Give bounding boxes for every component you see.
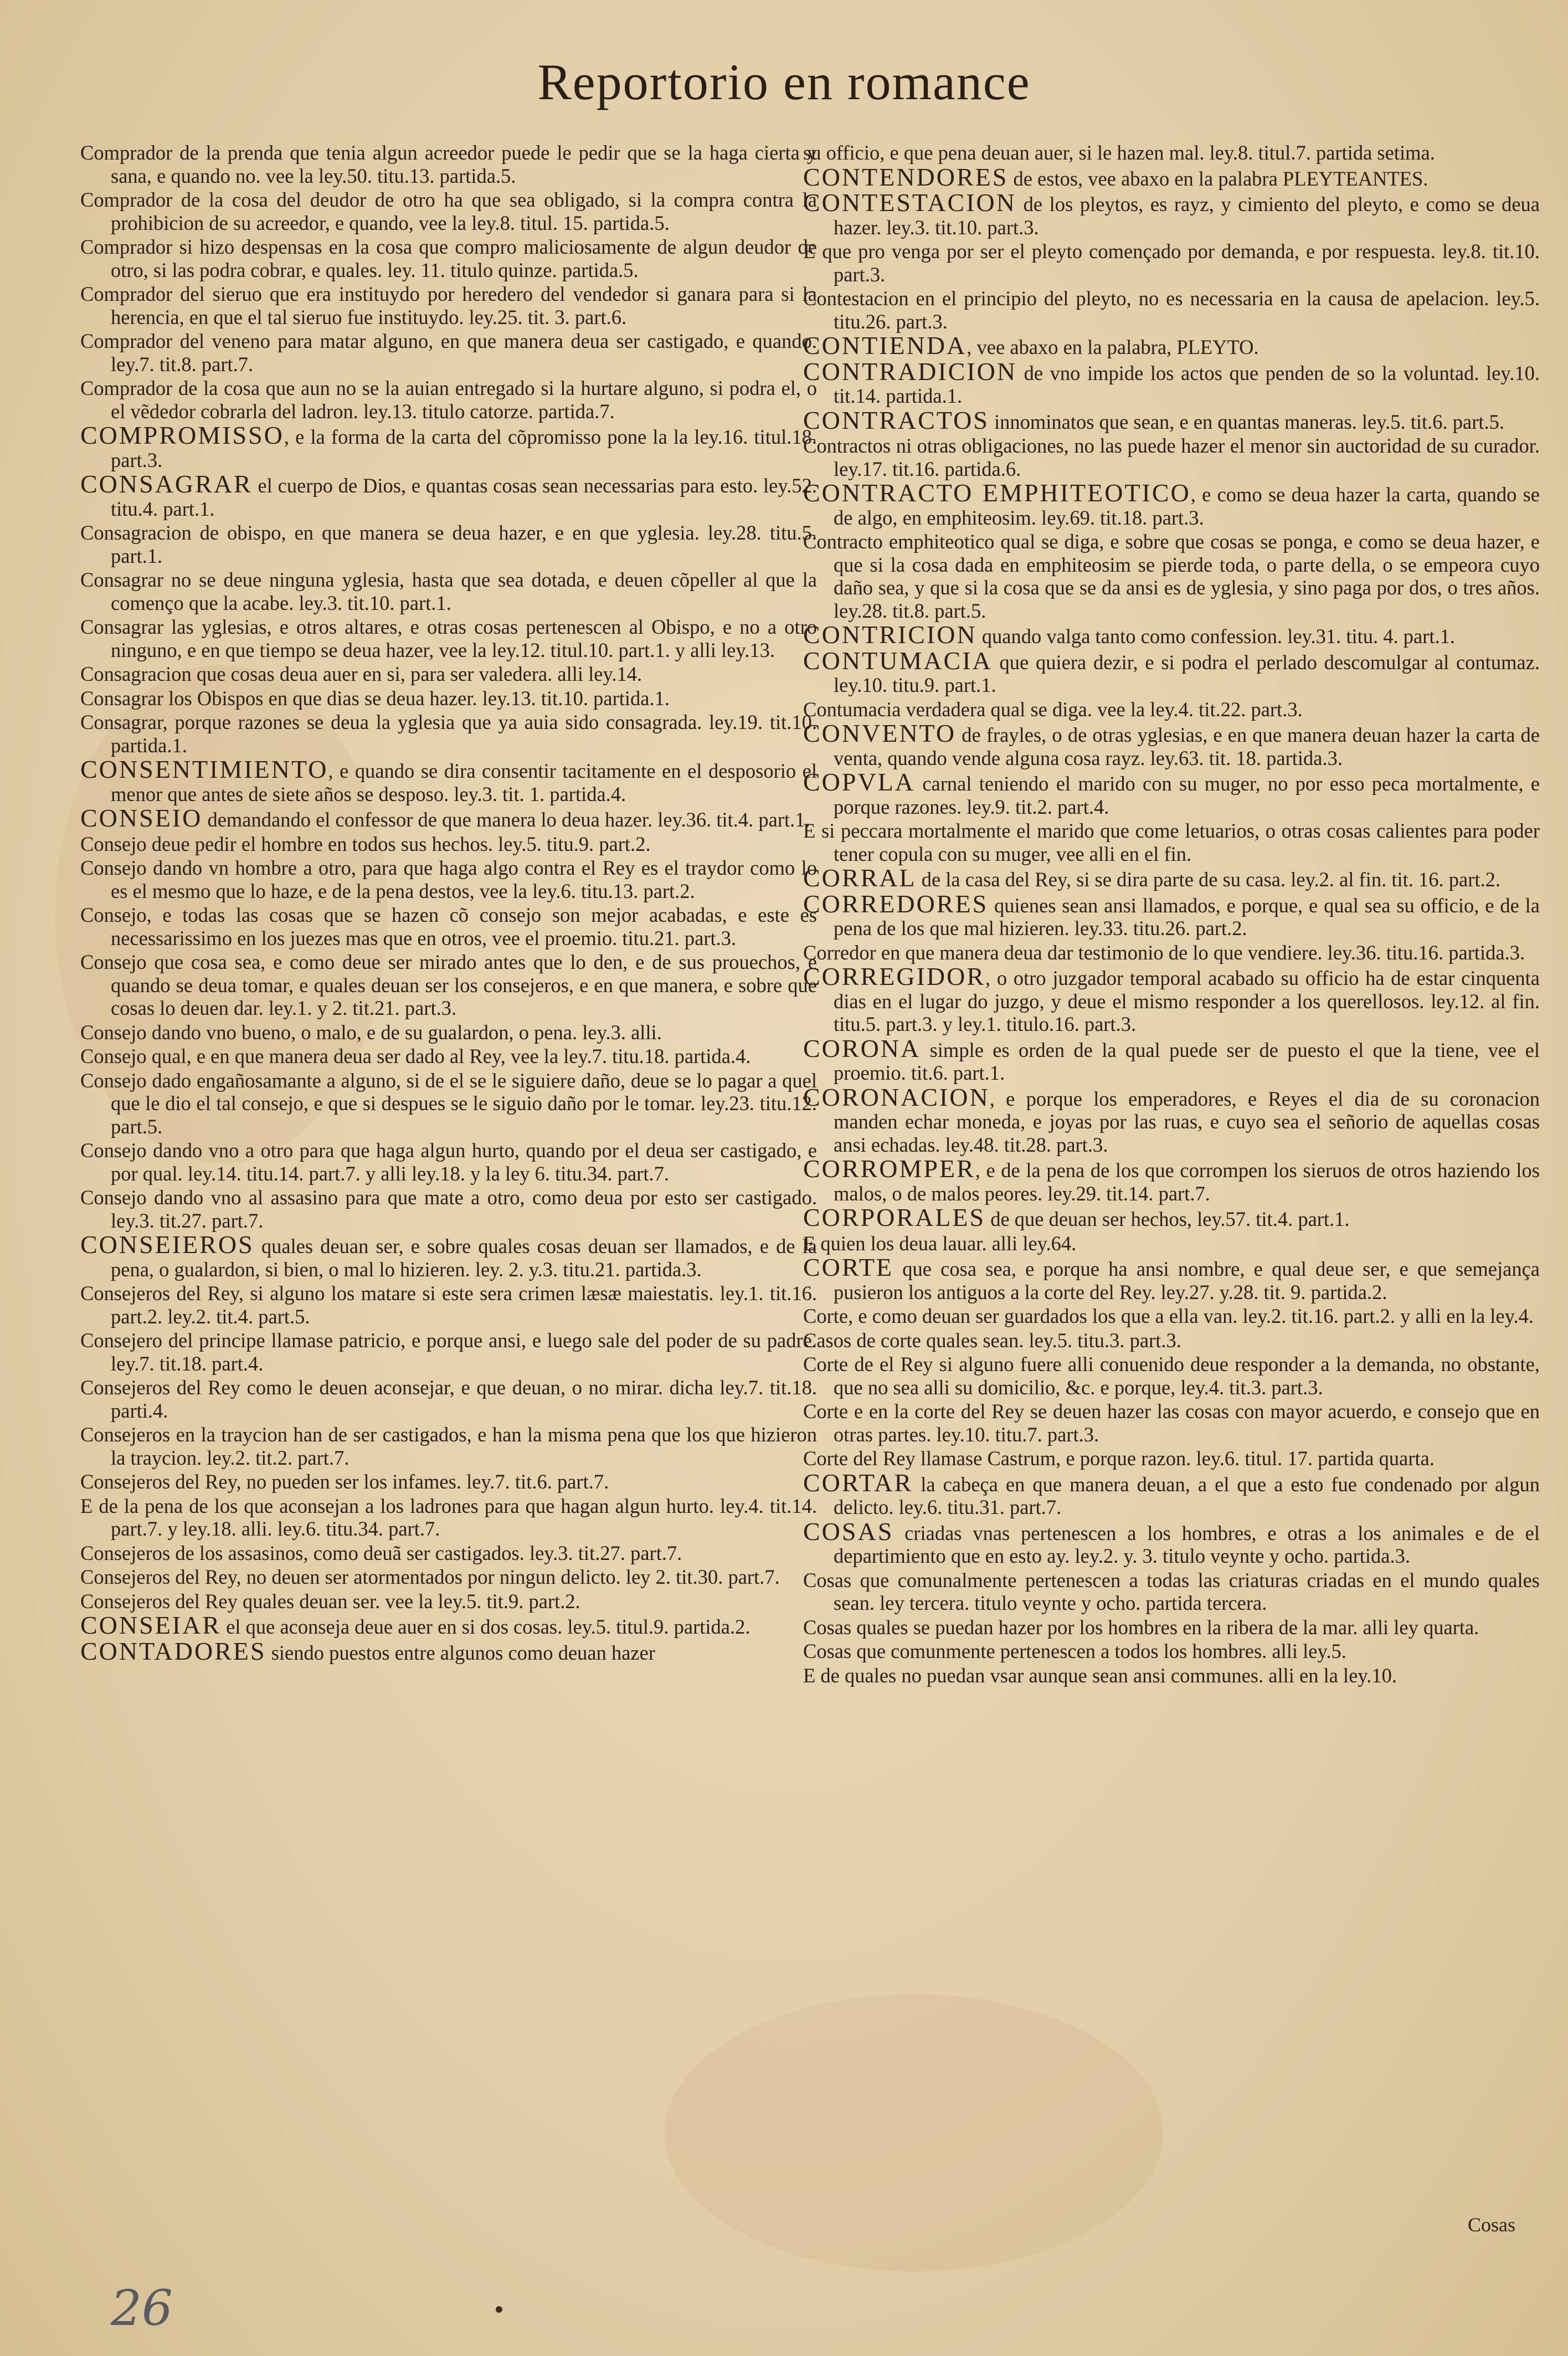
entry-headword: CONTRACTO EMPHITEOTICO <box>803 479 1191 507</box>
entry-text: Contractos ni otras obligaciones, no las puede hazer el menor sin auctoridad de su curador. ley.17. tit.16. partida.6. <box>803 434 1540 480</box>
index-entry <box>80 188 817 234</box>
index-entry <box>803 530 1540 622</box>
index-entry <box>80 377 817 423</box>
entry-text: el cuerpo de Dios, e quantas cosas sean necessarias para esto. ley.52. titu.4. part.1. <box>111 474 817 520</box>
index-entry <box>80 470 817 520</box>
entry-text: Contumacia verdadera qual se diga. vee la ley.4. tit.22. part.3. <box>803 697 1303 721</box>
index-entry <box>80 1139 817 1185</box>
index-entry <box>803 819 1540 865</box>
entry-text: Corte de el Rey si alguno fuere alli conuenido deue responder a la demanda, no obstante, que no sea alli su domicilio, &c. e porque, ley.4. tit.3. part.3. <box>803 1353 1540 1399</box>
entry-headword: COMPROMISSO <box>80 421 284 449</box>
entry-text: Consejo dando vn hombre a otro, para que haga algo contra el Rey es el traydor como lo es el mesmo que lo haze, e de la pena destos, vee la ley.6. titu.13. part.2. <box>80 856 817 902</box>
entry-text: Consejeros del Rey como le deuen aconsejar, e que deuan, o no mirar. dicha ley.7. tit.18. parti.4. <box>80 1376 817 1422</box>
entry-text: quando valga tanto como confession. ley.31. titu. 4. part.1. <box>976 625 1455 648</box>
index-entry <box>80 1282 817 1328</box>
index-entry <box>803 434 1540 480</box>
entry-text: el que aconseja deue auer en si dos cosas. ley.5. titul.9. partida.2. <box>221 1615 750 1638</box>
entry-text: siendo puestos entre algunos como deuan hazer <box>266 1641 655 1664</box>
entry-text: E quien los deua lauar. alli ley.64. <box>803 1231 1077 1255</box>
entry-text: Consagrar no se deue ninguna yglesia, hasta que sea dotada, e deuen cõpeller al que la començo que la acabe. ley.3. tit.10. part.1. <box>80 568 817 614</box>
entry-text: simple es orden de la qual puede ser de puesto el que la tiene, vee el proemio. tit.6. part.1. <box>834 1038 1540 1084</box>
index-entry <box>80 1611 817 1639</box>
entry-text: quales deuan ser, e sobre quales cosas deuan ser llamados, e de la pena, o gualardon, si bien, o mal lo hizieren. ley. 2. y.3. titu.21. partida.3. <box>111 1235 817 1281</box>
printer-mark <box>496 2306 502 2313</box>
entry-text: , e como se deua hazer la carta, quando se de algo, en emphiteosim. ley.69. tit.18. part.3. <box>834 483 1540 529</box>
entry-headword: CORONACION <box>803 1082 990 1111</box>
entry-text: Consejeros del Rey quales deuan ser. vee la ley.5. tit.9. part.2. <box>80 1589 580 1613</box>
index-entry <box>80 1021 817 1044</box>
index-entry <box>80 1423 817 1469</box>
index-entry <box>80 521 817 567</box>
index-entry <box>80 1542 817 1565</box>
entry-text: quienes sean ansi llamados, e porque, e qual sea su officio, e de la pena de los que mal hizieren. ley.33. titu.26. part.2. <box>834 894 1540 940</box>
entry-text: Cosas que comunmente pertenescen a todos los hombres. alli ley.5. <box>803 1640 1346 1662</box>
entry-text: de la casa del Rey, si se dira parte de su casa. ley.2. al fin. tit. 16. part.2. <box>916 868 1501 891</box>
entry-text: criadas vnas pertenescen a los hombres, e otras a los animales e de el departimiento que en esto ay. ley.2. y. 3. titulo veynte y ocho. partida.3. <box>834 1521 1540 1567</box>
entry-text: la cabeça en que manera deuan, a el que a esto fue condenado por algun delicto. ley.6. titu.31. part.7. <box>834 1472 1540 1518</box>
index-entry <box>80 1495 817 1541</box>
index-entry <box>803 1447 1540 1470</box>
entry-headword: COSAS <box>803 1517 894 1546</box>
index-entry <box>803 1569 1540 1615</box>
entry-headword: CONTADORES <box>80 1636 266 1665</box>
index-entry <box>803 1034 1540 1085</box>
index-entry <box>803 1353 1540 1399</box>
entry-text: Consagracion que cosas deua auer en si, para ser valedera. alli ley.14. <box>80 663 642 685</box>
entry-text: Corte del Rey llamase Castrum, e porque razon. ley.6. titul. 17. partida quarta. <box>803 1447 1435 1470</box>
index-entry <box>803 406 1540 434</box>
index-entry <box>80 1069 817 1138</box>
entry-headword: CONTESTACION <box>803 188 1016 217</box>
index-entry <box>80 951 817 1020</box>
entry-text: , e la forma de la carta del cõpromisso pone la la ley.16. titul.18. part.3. <box>111 425 817 471</box>
entry-text: Contracto emphiteotico qual se diga, e sobre que cosas se ponga, e como se deua hazer, e que si la cosa dada en emphiteosim se pierde toda, o parte della, o se empeora cuyo daño sea, y que si la cosa que se da ansi es de yglesia, y sino paga por dos, o tres años. ley.28. tit.8. part.5. <box>803 530 1540 622</box>
index-entry <box>803 646 1540 697</box>
entry-text: de estos, vee abaxo en la palabra PLEYTEANTES. <box>1008 167 1428 190</box>
paper-stain <box>665 1994 1163 2271</box>
entry-headword: CONTENDORES <box>803 162 1009 191</box>
entry-headword: CORRAL <box>803 864 917 892</box>
entry-headword: CONSEIAR <box>80 1611 222 1639</box>
entry-text: Consagracion de obispo, en que manera se deua hazer, e en que yglesia. ley.28. titu.5. part.1. <box>80 521 817 567</box>
index-entry <box>80 568 817 614</box>
index-entry <box>803 1203 1540 1231</box>
entry-text: , e porque los emperadores, e Reyes el dia de su coronacion manden echar moneda, e joyas por las ruas, e cuyo sea el señorio de aquellas cosas ansi echadas. ley.48. tit.28. part.3. <box>834 1087 1540 1156</box>
index-entry <box>803 962 1540 1036</box>
entry-text: Consagrar, porque razones se deua la yglesia que ya auia sido consagrada. ley.19. tit.10. partida.1. <box>80 711 817 757</box>
index-entry <box>80 1045 817 1068</box>
entry-text: Comprador de la cosa que aun no se la auian entregado si la hurtare alguno, si podra el, o el vẽdedor cobrarla del ladron. ley.13. titulo catorze. partida.7. <box>80 377 817 423</box>
index-entry <box>80 421 817 471</box>
index-entry <box>803 1616 1540 1639</box>
entry-text: Corte e en la corte del Rey se deuen hazer las cosas con mayor acuerdo, e consejo que en otras partes. ley.10. titu.7. part.3. <box>803 1400 1540 1446</box>
entry-text: Consejo deue pedir el hombre en todos sus hechos. ley.5. titu.9. part.2. <box>80 832 651 855</box>
entry-text: Comprador de la cosa del deudor de otro ha que sea obligado, si la compra contra la prohibicion de su acreedor, e quando, vee la ley.8. titul. 15. partida.5. <box>80 188 817 234</box>
entry-text: innominatos que sean, e en quantas maneras. ley.5. tit.6. part.5. <box>989 410 1505 433</box>
entry-text: Contestacion en el principio del pleyto, no es necessaria en la causa de apelacion. ley.5. titu.26. part.3. <box>803 287 1540 333</box>
catchword: Cosas <box>1468 2214 1516 2236</box>
index-entry <box>803 698 1540 721</box>
index-entry <box>803 1329 1540 1352</box>
entry-text: E de la pena de los que aconsejan a los ladrones para que hagan algun hurto. ley.4. tit.14. part.7. y ley.18. alli. ley.6. titu.34. part.7. <box>80 1494 817 1540</box>
index-entry <box>803 1154 1540 1205</box>
entry-headword: CORTE <box>803 1253 894 1281</box>
index-entry <box>803 141 1540 165</box>
index-entry <box>80 755 817 805</box>
index-entry <box>80 615 817 661</box>
entry-headword: CORROMPER <box>803 1154 975 1183</box>
index-entry <box>80 804 817 832</box>
index-entry <box>80 283 817 328</box>
entry-text: Consejeros del Rey, no pueden ser los infames. ley.7. tit.6. part.7. <box>80 1470 609 1493</box>
index-entry <box>803 1468 1540 1519</box>
entry-text: , vee abaxo en la palabra, PLEYTO. <box>966 336 1259 358</box>
entry-headword: CORREDORES <box>803 889 989 918</box>
entry-headword: CONSEIO <box>80 804 203 832</box>
entry-text: Consagrar los Obispos en que dias se deua hazer. ley.13. tit.10. partida.1. <box>80 686 670 710</box>
entry-text: Casos de corte quales sean. ley.5. titu.3. part.3. <box>803 1328 1181 1352</box>
entry-headword: CORTAR <box>803 1468 913 1497</box>
entry-text: E si peccara mortalmente el marido que come letuarios, o otras cosas calientes para poder tener copula con su muger, vee alli en el fin. <box>803 819 1540 865</box>
entry-text: Comprador del sieruo que era instituydo por heredero del vendedor si ganara para si la herencia, en que el tal sieruo fue instituydo. ley.25. tit. 3. part.6. <box>80 283 817 328</box>
index-entry <box>803 1253 1540 1303</box>
entry-headword: CORPORALES <box>803 1203 986 1231</box>
index-entry <box>80 687 817 710</box>
entry-text: Consejeros del Rey, no deuen ser atormentados por ningun delicto. ley 2. tit.30. part.7. <box>80 1565 780 1588</box>
entry-text: Consejo dando vno a otro para que haga algun hurto, quando por el deua ser castigado, e por qual. ley.14. titu.14. part.7. y alli ley.18. y la ley 6. titu.34. part.7. <box>80 1139 817 1185</box>
index-entry <box>803 188 1540 239</box>
index-entry <box>80 1186 817 1232</box>
index-entry <box>803 1664 1540 1687</box>
index-entry <box>803 240 1540 286</box>
index-entry <box>80 904 817 949</box>
entry-headword: CONVENTO <box>803 719 957 747</box>
index-entry <box>803 1232 1540 1255</box>
index-entry <box>803 162 1540 191</box>
index-entry <box>803 481 1540 529</box>
index-entry <box>803 889 1540 940</box>
left-column <box>80 141 817 1664</box>
entry-text: Corredor en que manera deua dar testimonio de lo que vendiere. ley.36. titu.16. partida.3. <box>803 941 1525 964</box>
index-entry <box>803 357 1540 408</box>
entry-headword: CORONA <box>803 1034 921 1062</box>
index-entry <box>803 1640 1540 1663</box>
index-entry <box>80 1565 817 1589</box>
index-entry <box>80 663 817 686</box>
entry-text: de vno impide los actos que penden de so la voluntad. ley.10. tit.14. partida.1. <box>834 361 1540 407</box>
entry-text: Consejeros en la traycion han de ser castigados, e han la misma pena que los que hizieron la traycion. ley.2. tit.2. part.7. <box>80 1423 817 1469</box>
entry-text: Consejeros del Rey, si alguno los matare si este sera crimen læsæ maiestatis. ley.1. tit.16. part.2. ley.2. tit.4. part.5. <box>80 1282 817 1328</box>
entry-headword: CONSENTIMIENTO <box>80 755 328 783</box>
index-entry <box>80 711 817 757</box>
index-entry <box>803 1400 1540 1446</box>
entry-headword: CONTRADICION <box>803 357 1017 386</box>
entry-text: Comprador del veneno para matar alguno, en que manera deua ser castigado, e quando. ley.7. tit.8. part.7. <box>80 330 817 376</box>
entry-text: Consejo dando vno bueno, o malo, e de su gualardon, o pena. ley.3. alli. <box>80 1020 662 1044</box>
index-entry <box>803 1305 1540 1328</box>
index-entry <box>80 1376 817 1422</box>
index-entry <box>803 941 1540 964</box>
entry-text: de los pleytos, es rayz, y cimiento del pleyto, e como se deua hazer. ley.3. tit.10. part.3. <box>834 193 1540 239</box>
right-column <box>803 141 1540 1687</box>
folio-number: 26 <box>111 2280 173 2337</box>
entry-text: Consejo, e todas las cosas que se hazen cõ consejo son mejor acabadas, e este es necessarissimo en los juezes mas que en otros, vee el proemio. titu.21. part.3. <box>80 904 817 949</box>
index-entry <box>803 331 1540 360</box>
entry-text: Consagrar las yglesias, e otros altares, e otras cosas pertenescen al Obispo, e no a otro ninguno, e en que tiempo se deua hazer, vee la ley.12. titul.10. part.1. y alli ley.13. <box>80 615 817 661</box>
entry-text: que cosa sea, e porque ha ansi nombre, e qual deue ser, e que semejança pusieron los antiguos a la corte del Rey. ley.27. y.28. tit. 9. partida.2. <box>834 1257 1540 1303</box>
index-entry <box>80 1329 817 1375</box>
entry-text: carnal teniendo el marido con su muger, no por esso peca mortalmente, e porque razones. ley.9. tit.2. part.4. <box>834 772 1540 818</box>
entry-text: Comprador si hizo despensas en la cosa que compro maliciosamente de algun deudor de otro, si las podra cobrar, e quales. ley. 11. titulo quinze. partida.5. <box>80 235 817 281</box>
entry-text: Cosas que comunalmente pertenescen a todas las criaturas criadas en el mundo quales sean. ley tercera. titulo veynte y ocho. partida tercera. <box>803 1568 1540 1614</box>
index-entry <box>803 866 1540 891</box>
entry-text: Consejo dando vno al assasino para que mate a otro, como deua por esto ser castigado. ley.3. tit.27. part.7. <box>80 1186 817 1232</box>
index-entry <box>80 141 817 187</box>
index-entry <box>803 1082 1540 1157</box>
entry-headword: CONTIENDA <box>803 331 967 360</box>
index-entry <box>803 1517 1540 1568</box>
entry-text: Consejo que cosa sea, e como deue ser mirado antes que lo den, e de sus prouechos, e quando se deua tomar, e quales deuan ser los consejeros, e en que manera, e sobre que cosas lo deuen dar. ley.1. y 2. tit.21. part.3. <box>80 951 817 1019</box>
index-entry <box>80 1636 817 1665</box>
entry-text: demandando el confessor de que manera lo deua hazer. ley.36. tit.4. part.1. <box>202 808 810 831</box>
entry-text: Comprador de la prenda que tenia algun acreedor puede le pedir que se la haga cierta y sana, e quando no. vee la ley.50. titu.13. partida.5. <box>80 141 817 187</box>
index-entry <box>80 235 817 281</box>
entry-text: Consejo qual, e en que manera deua ser dado al Rey, vee la ley.7. titu.18. partida.4. <box>80 1045 751 1067</box>
entry-text: Consejo dado engañosamante a alguno, si de el se le siguiere daño, deue se lo pagar a quel que le dio el tal consejo, e que si despues se le siguio daño por le tomar. ley.23. titu.12. part.5. <box>80 1069 817 1138</box>
entry-text: E de quales no puedan vsar aunque sean ansi communes. alli en la ley.10. <box>803 1664 1397 1687</box>
entry-text: , o otro juzgador temporal acabado su officio ha de estar cinquenta dias en el lugar do juzgo, y deue el mismo responder a los querellosos. ley.12. al fin. titu.5. part.3. y ley.1. titulo.16. part.3. <box>834 967 1540 1035</box>
index-entry <box>803 719 1540 769</box>
entry-text: que quiera dezir, e si podra el perlado descomulgar al contumaz. ley.10. titu.9. part.1. <box>834 650 1540 696</box>
entry-text: Cosas quales se puedan hazer por los hombres en la ribera de la mar. alli ley quarta. <box>803 1615 1479 1639</box>
index-entry <box>80 856 817 902</box>
index-entry <box>80 1590 817 1613</box>
entry-text: su officio, e que pena deuan auer, si le hazen mal. ley.8. titul.7. partida setima. <box>803 141 1435 164</box>
entry-headword: CONTUMACIA <box>803 646 993 675</box>
entry-headword: COPVLA <box>803 768 916 796</box>
running-head: Reportorio en romance <box>537 54 1031 110</box>
index-entry <box>80 330 817 376</box>
entry-text: , e de la pena de los que corrompen los sieruos de otros haziendo los malos, o de malos peores. ley.29. tit.14. part.7. <box>834 1159 1540 1205</box>
index-entry <box>80 1470 817 1493</box>
entry-text: Consejero del principe llamase patricio, e porque ansi, e luego sale del poder de su padre. ley.7. tit.18. part.4. <box>80 1329 817 1375</box>
entry-text: Corte, e como deuan ser guardados los que a ella van. ley.2. tit.16. part.2. y alli en la ley.4. <box>803 1305 1534 1327</box>
entry-text: , e quando se dira consentir tacitamente en el desposorio el menor que antes de siete años se desposo. ley.3. tit. 1. partida.4. <box>111 759 817 805</box>
entry-headword: CONTRICION <box>803 620 977 649</box>
entry-headword: CONSEIEROS <box>80 1230 254 1259</box>
entry-headword: CORREGIDOR <box>803 962 986 990</box>
entry-text: Consejeros de los assasinos, como deuã ser castigados. ley.3. tit.27. part.7. <box>80 1541 682 1564</box>
entry-headword: CONSAGRAR <box>80 470 253 498</box>
index-entry <box>803 768 1540 818</box>
index-entry <box>80 833 817 856</box>
entry-headword: CONTRACTOS <box>803 406 989 434</box>
entry-text: de que deuan ser hechos, ley.57. tit.4. part.1. <box>985 1208 1350 1230</box>
entry-text: de frayles, o de otras yglesias, e en que manera deuan hazer la carta de venta, quando vende alguna cosa rayz. ley.63. tit. 18. partida.3. <box>834 723 1540 769</box>
index-entry <box>80 1230 817 1281</box>
entry-text: E que pro venga por ser el pleyto començado por demanda, e por respuesta. ley.8. tit.10. part.3. <box>803 240 1540 286</box>
index-entry <box>803 287 1540 333</box>
index-entry <box>803 620 1540 649</box>
